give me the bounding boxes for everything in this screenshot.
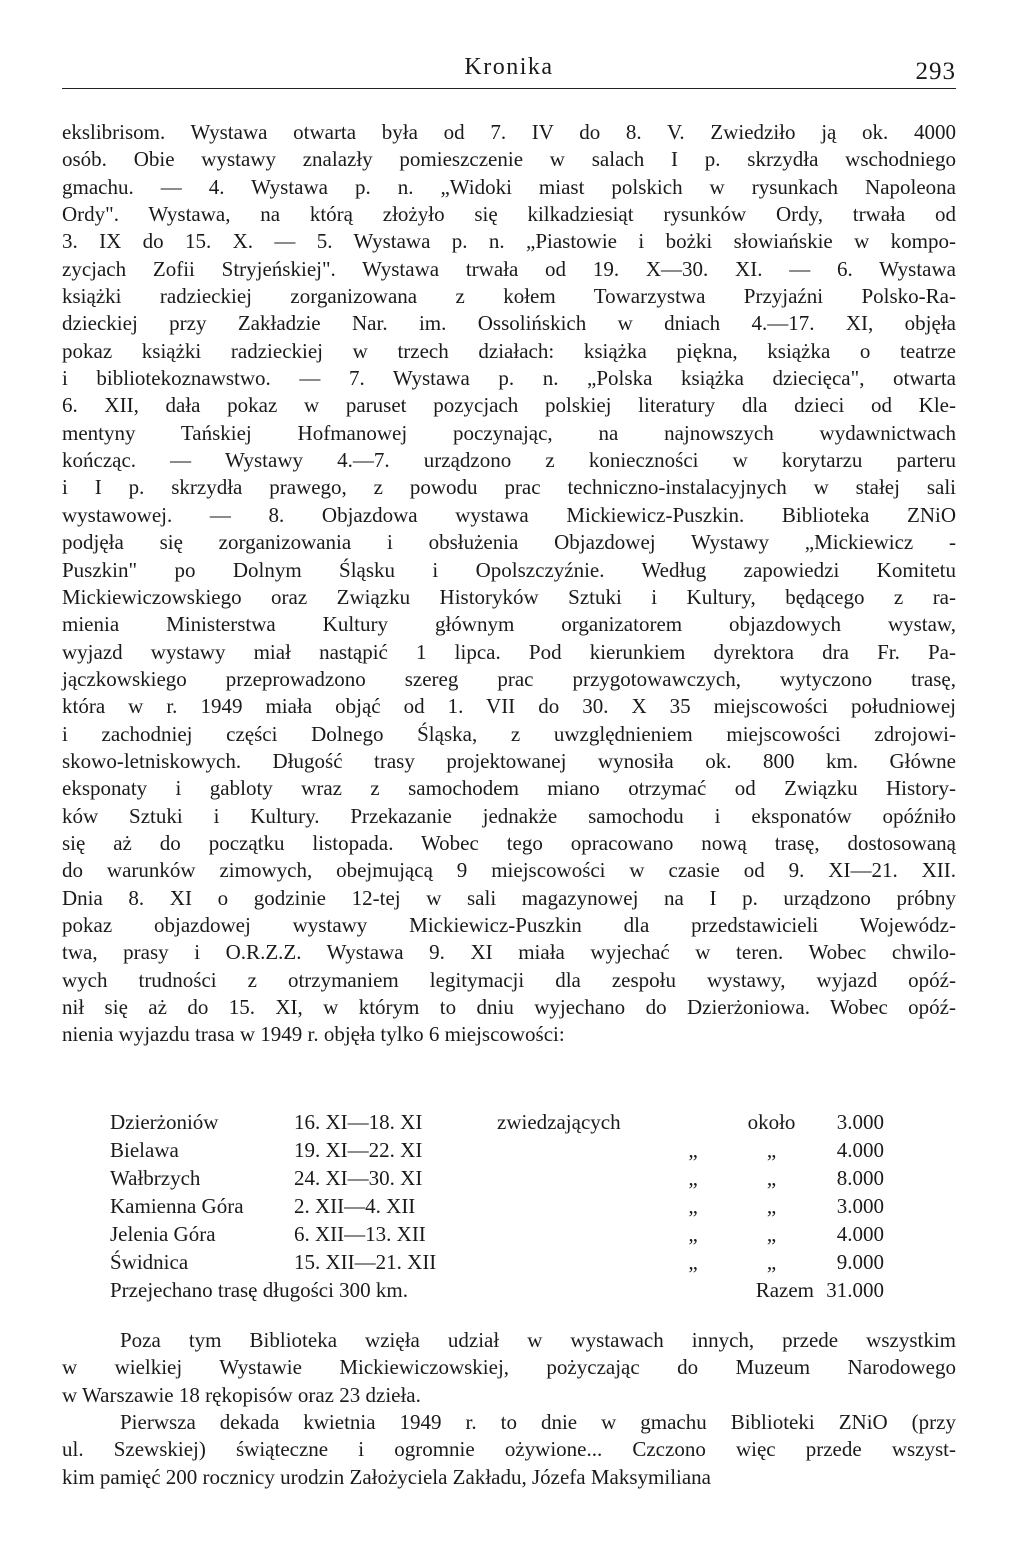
- cell-word: [497, 1248, 667, 1276]
- running-title: Kronika: [464, 54, 554, 80]
- paragraph-other-exhibitions: [62, 1327, 956, 1409]
- cell-place: Bielawa: [110, 1137, 179, 1162]
- cell-dates: 2. XII—4. XII: [294, 1193, 416, 1218]
- table-row: [110, 1108, 884, 1136]
- cell-ditto2: „: [766, 1193, 777, 1218]
- cell-ditto: „: [688, 1249, 698, 1274]
- text-line: i bibliotekoznawstwo. — 7. Wystawa p. n. „Polska książka dziecięca", otwarta: [62, 366, 956, 391]
- text-line: kim pamięć 200 rocznicy urodzin Założyciela Zakładu, Józefa Maksymiliana: [62, 1464, 712, 1489]
- text-line: się aż do początku listopada. Wobec tego opracowano nową trasę, dostosowaną: [62, 830, 956, 855]
- text-line: twa, prasy i O.R.Z.Z. Wystawa 9. XI miała wyjechać w teren. Wobec chwilo-: [62, 940, 956, 965]
- text-line: skowo-letniskowych. Długość trasy projektowanej wynosiła ok. 800 km. Główne: [62, 748, 956, 773]
- text-line: dzieckiej przy Zakładzie Nar. im. Ossolińskich w dniach 4.—17. XI, objęła: [62, 311, 956, 336]
- table-row: [110, 1192, 884, 1220]
- cell-word: [497, 1136, 667, 1164]
- cell-ditto2: „: [766, 1165, 777, 1190]
- cell-count: 4.000: [836, 1221, 884, 1246]
- text-line: 6. XII, dała pokaz w paruset pozycjach polskiej literatury dla dzieci od Kle-: [62, 393, 956, 418]
- text-line: Puszkin" po Dolnym Śląsku i Opolszczyźnie. Według zapowiedzi Komitetu: [62, 557, 956, 582]
- cell-dates: 6. XII—13. XII: [294, 1221, 426, 1246]
- cell-ditto: [667, 1108, 719, 1136]
- text-line: podjęła się zorganizowania i obsłużenia Objazdowej Wystawy „Mickiewicz -: [62, 530, 956, 555]
- total-value: 31.000: [826, 1277, 884, 1302]
- text-line: mienia Ministerstwa Kultury głównym organizatorem objazdowych wystaw,: [62, 612, 956, 637]
- paragraph-exhibitions: [62, 119, 956, 1049]
- cell-ditto: „: [688, 1137, 698, 1162]
- cell-count: 9.000: [836, 1249, 884, 1274]
- text-line: kończąc. — Wystawy 4.—7. urządzono z konieczności w korytarzu parteru: [62, 448, 956, 473]
- cell-ditto2: „: [766, 1221, 777, 1246]
- text-line: w Warszawie 18 rękopisów oraz 23 dzieła.: [62, 1382, 421, 1407]
- cell-place: Kamienna Góra: [110, 1193, 244, 1218]
- cell-ditto2: „: [766, 1137, 777, 1162]
- cell-dates: 16. XI—18. XI: [294, 1109, 423, 1134]
- cell-count: 8.000: [836, 1165, 884, 1190]
- cell-dates: 24. XI—30. XI: [294, 1165, 423, 1190]
- text-line: 3. IX do 15. X. — 5. Wystawa p. n. „Piastowie i bożki słowiańskie w kompo-: [62, 229, 956, 254]
- text-line: pokaz objazdowej wystawy Mickiewicz-Puszkin dla przedstawicieli Wojewódz-: [62, 912, 956, 937]
- cell-word: [497, 1220, 667, 1248]
- text-line: Dnia 8. XI o godzinie 12-tej w sali magazynowej na I p. urządzono próbny: [62, 885, 956, 910]
- text-line: w wielkiej Wystawie Mickiewiczowskiej, pożyczając do Muzeum Narodowego: [62, 1355, 956, 1380]
- text-line: i zachodniej części Dolnego Śląska, z uwzględnieniem miejscowości zdrojowi-: [62, 721, 956, 746]
- body-text: [62, 119, 956, 1049]
- table-row: [110, 1220, 884, 1248]
- cell-dates: 15. XII—21. XII: [294, 1249, 437, 1274]
- text-line: pokaz książki radzieckiej w trzech działach: książka piękna, książka o teatrze: [62, 338, 956, 363]
- cell-ditto: „: [688, 1193, 698, 1218]
- text-line: która w r. 1949 miała objąć od 1. VII do 30. X 35 miejscowości południowej: [62, 694, 956, 719]
- text-line: ul. Szewskiej) świąteczne i ogromnie ożywione... Czczono więc przede wszyst-: [62, 1437, 956, 1462]
- cell-ditto: „: [688, 1221, 698, 1246]
- cell-word: zwiedzających: [497, 1109, 621, 1134]
- cell-word: [497, 1164, 667, 1192]
- cell-place: Wałbrzych: [110, 1165, 201, 1190]
- cell-place: Dzierżoniów: [110, 1109, 219, 1134]
- text-line: Mickiewiczowskiego oraz Związku Historyków Sztuki i Kultury, będącego z ra-: [62, 584, 956, 609]
- cell-count: 4.000: [836, 1137, 884, 1162]
- text-line: jączkowskiego przeprowadzono szereg prac przygotowawczych, wytyczono trasę,: [62, 666, 956, 691]
- table-row: [110, 1136, 884, 1164]
- text-line: gmachu. — 4. Wystawa p. n. „Widoki miast polskich w rysunkach Napoleona: [62, 174, 956, 199]
- cell-count: 3.000: [836, 1109, 884, 1134]
- text-line: Ordy". Wystawa, na którą złożyło się kilkadziesiąt rysunków Ordy, trwała od: [62, 202, 956, 227]
- tour-table: [110, 1108, 884, 1304]
- table-row: [110, 1248, 884, 1276]
- text-line: wystawowej. — 8. Objazdowa wystawa Mickiewicz-Puszkin. Biblioteka ZNiO: [62, 502, 956, 527]
- text-line: i I p. skrzydła prawego, z powodu prac techniczno-instalacyjnych w stałej sali: [62, 475, 956, 500]
- text-line: nienia wyjazdu trasa w 1949 r. objęła tylko 6 miejscowości:: [62, 1022, 565, 1047]
- closing-paragraphs: [62, 1327, 956, 1491]
- text-line: ków Sztuki i Kultury. Przekazanie jednakże samochodu i eksponatów opóźniło: [62, 803, 956, 828]
- text-line: książki radzieckiej zorganizowana z kołem Towarzystwa Przyjaźni Polsko-Ra-: [62, 284, 956, 309]
- text-line: zycjach Zofii Stryjeńskiej". Wystawa trwała od 19. X—30. XI. — 6. Wystawa: [62, 256, 956, 281]
- table-summary-row: [110, 1276, 884, 1304]
- text-line: ekslibrisom. Wystawa otwarta była od 7. IV do 8. V. Zwiedziło ją ok. 4000: [62, 120, 956, 144]
- text-line: do warunków zimowych, obejmującą 9 miejscowości w czasie od 9. XI—21. XII.: [62, 858, 956, 883]
- total-label: Razem: [755, 1277, 814, 1302]
- cell-ditto2: „: [766, 1249, 777, 1274]
- text-line: osób. Obie wystawy znalazły pomieszczenie w salach I p. skrzydła wschodniego: [62, 147, 956, 172]
- cell-place: Jelenia Góra: [110, 1221, 216, 1246]
- text-line: Pierwsza dekada kwietnia 1949 r. to dnie w gmachu Biblioteki ZNiO (przy: [120, 1410, 956, 1435]
- cell-count: 3.000: [836, 1193, 884, 1218]
- cell-word: [497, 1192, 667, 1220]
- table-row: [110, 1164, 884, 1192]
- paragraph-april-1949: [62, 1409, 956, 1491]
- cell-ditto2: około: [747, 1109, 796, 1134]
- page-number: 293: [915, 58, 956, 85]
- text-line: eksponaty i gabloty wraz z samochodem miano otrzymać od Związku History-: [62, 776, 956, 801]
- text-line: mentyny Tańskiej Hofmanowej poczynając, na najnowszych wydawnictwach: [62, 420, 956, 445]
- text-line: wyjazd wystawy miał nastąpić 1 lipca. Pod kierunkiem dyrektora dra Fr. Pa-: [62, 639, 956, 664]
- cell-dates: 19. XI—22. XI: [294, 1137, 423, 1162]
- text-line: nił się aż do 15. XI, w którym to dniu wyjechano do Dzierżoniowa. Wobec opóź-: [62, 995, 956, 1019]
- text-line: wych trudności z otrzymaniem legitymacji dla zespołu wystawy, wyjazd opóź-: [62, 967, 956, 992]
- text-line: Poza tym Biblioteka wzięła udział w wystawach innych, przede wszystkim: [120, 1328, 956, 1352]
- page-header: [62, 50, 956, 90]
- summary-text: Przejechano trasę długości 300 km.: [110, 1277, 408, 1302]
- cell-ditto: „: [688, 1165, 698, 1190]
- cell-place: Świdnica: [110, 1249, 189, 1274]
- header-rule: [62, 88, 956, 89]
